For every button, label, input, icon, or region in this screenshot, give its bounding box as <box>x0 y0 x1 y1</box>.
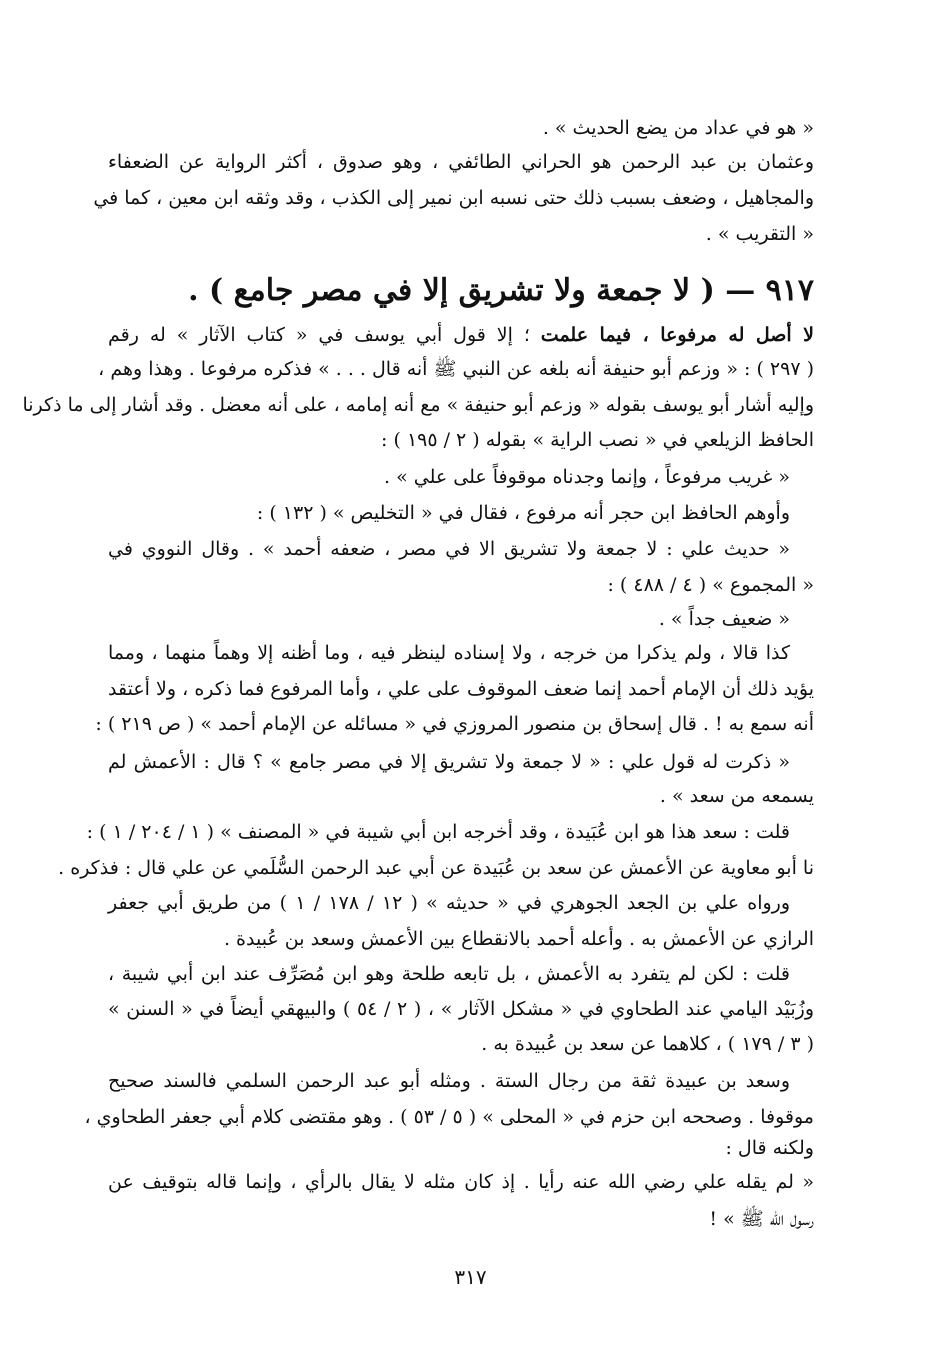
text-line: « لم يقله علي رضي الله عنه رأيا . إذ كان مثله لا يقال بالرأي ، وإنما قاله بتوقيف عن <box>108 1171 814 1193</box>
text-line: ورواه علي بن الجعد الجوهري في « حديثه » ( ١٢ / ١٧٨ / ١ ) من طريق أبي جعفر <box>108 892 791 914</box>
text-line: قلت : لكن لم يتفرد به الأعمش ، بل تابعه طلحة وهو ابن مُصَرِّف عند ابن أبي شيبة ، <box>108 963 790 985</box>
text-line: ولكنه قال : <box>725 1137 814 1159</box>
page-number: ٣١٧ <box>454 1265 487 1289</box>
text-line: « حديث علي : لا جمعة ولا تشريق الا في مصر ، ضعفه أحمد » . وقال النووي في <box>108 538 790 560</box>
text-line: « غريب مرفوعاً ، وإنما وجدناه موقوفاً على علي » . <box>384 466 790 488</box>
text-line <box>108 318 814 352</box>
text-line: يسمعه من سعد » . <box>659 785 814 807</box>
text-line: أنه سمع به ! . قال إسحاق بن منصور المروزي في « مسائله عن الإمام أحمد » ( ص ٢١٩ ) : <box>95 713 814 735</box>
text-line: « المجموع » ( ٤ / ٤٨٨ ) : <box>607 574 814 596</box>
text-line: موقوفا . وصححه ابن حزم في « المحلى » ( ٥ / ٥٣ ) . وهو مقتضى كلام أبي جعفر الطحاوي ، <box>84 1106 814 1128</box>
text-line: وسعد بن عبيدة ثقة من رجال الستة . ومثله أبو عبد الرحمن السلمي فالسند صحيح <box>108 1070 791 1092</box>
text-line: نا أبو معاوية عن الأعمش عن سعد بن عُبَيدة عن أبي عبد الرحمن السُّلَمي عن علي قال : فذكره . <box>58 857 814 879</box>
text-line: وعثمان بن عبد الرحمن هو الحراني الطائفي ، وهو صدوق ، أكثر الرواية عن الضعفاء <box>108 151 814 173</box>
verdict-text: لا أصل له مرفوعا ، فيما علمت <box>540 324 814 346</box>
text-line: « هو في عداد من يضع الحديث » . <box>542 117 814 139</box>
text-line: « التقريب » . <box>705 223 814 245</box>
text-line: ( ٢٩٧ ) : « وزعم أبو حنيفة أنه بلغه عن النبي ﷺ أنه قال . . . » فذكره مرفوعا . وهذا وهم ، <box>98 358 814 380</box>
text-line: ( ٣ / ١٧٩ ) ، كلاهما عن سعد بن عُبيدة به . <box>481 1033 814 1055</box>
text-line: وأوهم الحافظ ابن حجر أنه مرفوع ، فقال في « التخليص » ( ١٣٢ ) : <box>256 502 790 524</box>
text-line: الرازي عن الأعمش به . وأعله أحمد بالانقطاع بين الأعمش وسعد بن عُبيدة . <box>223 928 814 950</box>
text-fragment: ؛ إلا قول أبي يوسف في « كتاب الآثار » له رقم <box>108 324 541 346</box>
text-line: « ضعيف جداً » . <box>658 608 790 630</box>
hadith-heading: ٩١٧ — ( لا جمعة ولا تشريق إلا في مصر جامع ) . <box>188 273 814 308</box>
text-line: قلت : سعد هذا هو ابن عُبَيدة ، وقد أخرجه ابن أبي شيبة في « المصنف » ( ١ / ٢٠٤ / ١ ) : <box>86 821 790 843</box>
text-line: وزُبَيْد اليامي عند الطحاوي في « مشكل الآثار » ، ( ٢ / ٥٤ ) والبيهقي أيضاً في « السنن » <box>108 998 815 1020</box>
text-line: وإليه أشار أبو يوسف بقوله « وزعم أبو حنيفة » مع أنه إمامه ، على أنه معضل . وقد أشار إلى ما ذكرنا <box>22 394 814 416</box>
text-line: « ذكرت له قول علي : « لا جمعة ولا تشريق إلا في مصر جامع » ؟ قال : الأعمش لم <box>108 751 790 773</box>
text-line: والمجاهيل ، وضعف بسبب ذلك حتى نسبه ابن نمير إلى الكذب ، وقد وثقه ابن معين ، كما في <box>93 187 814 209</box>
text-line: يؤيد ذلك أن الإمام أحمد إنما ضعف الموقوف على علي ، وأما المرفوع فما ذكره ، ولا أعتقد <box>108 678 814 700</box>
text-line: رسول الله ﷺ » ! <box>709 1208 814 1230</box>
text-line: كذا قالا ، ولم يذكرا من خرجه ، ولا إسناده لينظر فيه ، وما أظنه إلا وهماً منهما ، ومما <box>108 642 790 664</box>
text-line: الحافظ الزيلعي في « نصب الراية » بقوله ( ٢ / ١٩٥ ) : <box>381 429 814 451</box>
